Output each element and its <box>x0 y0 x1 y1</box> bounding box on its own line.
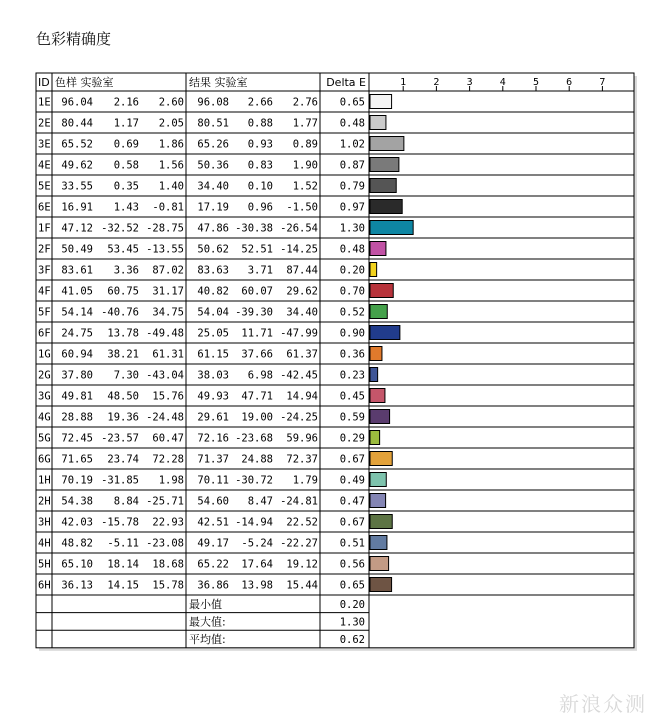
result-lab-value: 11.71 <box>241 327 273 340</box>
result-lab-value: 0.10 <box>247 180 273 193</box>
row-id: 6E <box>38 201 51 214</box>
result-lab-value: 17.19 <box>197 201 229 214</box>
sample-lab-value: 83.61 <box>61 264 93 277</box>
sample-lab-value: 1.98 <box>158 474 184 487</box>
row-id: 6G <box>38 453 51 466</box>
sample-lab-value: 1.56 <box>158 159 184 172</box>
delta-e-value: 0.67 <box>339 453 365 466</box>
sample-lab-value: 31.17 <box>152 285 184 298</box>
result-lab-value: 47.71 <box>241 390 273 403</box>
delta-e-bar <box>370 305 387 319</box>
delta-e-value: 0.90 <box>339 327 365 340</box>
sample-lab-value: 54.38 <box>61 495 93 508</box>
sample-lab-value: 37.80 <box>61 369 93 382</box>
result-lab-value: 61.37 <box>286 348 318 361</box>
header-delta-e: Delta E <box>326 76 366 89</box>
sample-lab-value: 50.49 <box>61 243 93 256</box>
result-lab-value: 71.37 <box>197 453 229 466</box>
sample-lab-value: -32.52 <box>101 222 139 235</box>
sample-lab-value: -23.57 <box>101 432 139 445</box>
result-lab-value: 70.11 <box>197 474 229 487</box>
row-id: 4H <box>38 537 51 550</box>
result-lab-value: -24.25 <box>280 411 318 424</box>
sample-lab-value: -25.71 <box>146 495 184 508</box>
row-id: 4F <box>38 285 51 298</box>
sample-lab-value: 60.75 <box>107 285 139 298</box>
delta-e-value: 0.29 <box>339 432 365 445</box>
row-id: 6F <box>38 327 51 340</box>
delta-e-bar <box>370 452 392 466</box>
summary-label: 最大值: <box>189 615 226 629</box>
result-lab-value: 61.15 <box>197 348 229 361</box>
result-lab-value: 34.40 <box>197 180 229 193</box>
delta-e-bar <box>370 179 396 193</box>
result-lab-value: 50.36 <box>197 159 229 172</box>
sample-lab-value: 70.19 <box>61 474 93 487</box>
result-lab-value: -26.54 <box>280 222 318 235</box>
result-lab-value: 17.64 <box>241 558 273 571</box>
x-tick-label: 2 <box>433 77 440 88</box>
sample-lab-value: 28.88 <box>61 411 93 424</box>
sample-lab-value: -13.55 <box>146 243 184 256</box>
delta-e-value: 0.70 <box>339 285 365 298</box>
sample-lab-value: 65.52 <box>61 138 93 151</box>
row-id: 5H <box>38 558 51 571</box>
summary-value: 1.30 <box>339 616 365 629</box>
result-lab-value: 65.22 <box>197 558 229 571</box>
sample-lab-value: 23.74 <box>107 453 139 466</box>
delta-e-value: 0.52 <box>339 306 365 319</box>
result-lab-value: -47.99 <box>280 327 318 340</box>
header-sample: 色样 实验室 <box>55 76 114 89</box>
delta-e-bar <box>370 578 392 592</box>
delta-e-value: 0.20 <box>339 264 365 277</box>
sample-lab-value: 48.50 <box>107 390 139 403</box>
summary-value: 0.62 <box>339 634 365 647</box>
result-lab-value: 25.05 <box>197 327 229 340</box>
delta-e-value: 0.65 <box>339 579 365 592</box>
result-lab-value: 42.51 <box>197 516 229 529</box>
watermark: 新浪众测 <box>559 692 647 716</box>
sample-lab-value: 72.45 <box>61 432 93 445</box>
delta-e-bar <box>370 389 385 403</box>
row-id: 2H <box>38 495 51 508</box>
delta-e-bar <box>370 347 382 361</box>
result-lab-value: -23.68 <box>235 432 273 445</box>
delta-e-bar <box>370 368 378 382</box>
sample-lab-value: -5.11 <box>107 537 139 550</box>
row-id: 1E <box>38 96 51 109</box>
result-lab-value: 72.16 <box>197 432 229 445</box>
result-lab-value: 80.51 <box>197 117 229 130</box>
delta-e-value: 0.51 <box>339 537 365 550</box>
sample-lab-value: 18.14 <box>107 558 139 571</box>
sample-lab-value: 19.36 <box>107 411 139 424</box>
result-lab-value: 0.83 <box>247 159 273 172</box>
result-lab-value: 1.79 <box>292 474 318 487</box>
result-lab-value: 87.44 <box>286 264 318 277</box>
delta-e-bar <box>370 494 386 508</box>
sample-lab-value: 38.21 <box>107 348 139 361</box>
result-lab-value: 72.37 <box>286 453 318 466</box>
delta-e-value: 0.49 <box>339 474 365 487</box>
row-id: 1H <box>38 474 51 487</box>
delta-e-value: 0.87 <box>339 159 365 172</box>
sample-lab-value: 22.93 <box>152 516 184 529</box>
row-id: 2E <box>38 117 51 130</box>
row-id: 3G <box>38 390 51 403</box>
row-id: 3F <box>38 264 51 277</box>
sample-lab-value: 1.17 <box>113 117 139 130</box>
row-id: 2G <box>38 369 51 382</box>
delta-e-value: 0.45 <box>339 390 365 403</box>
sample-lab-value: -43.04 <box>146 369 184 382</box>
sample-lab-value: 80.44 <box>61 117 93 130</box>
sample-lab-value: 72.28 <box>152 453 184 466</box>
summary-label: 平均值: <box>189 633 226 647</box>
sample-lab-value: 42.03 <box>61 516 93 529</box>
sample-lab-value: 2.16 <box>113 96 139 109</box>
row-id: 4G <box>38 411 51 424</box>
result-lab-value: 36.86 <box>197 579 229 592</box>
sample-lab-value: 49.62 <box>61 159 93 172</box>
sample-lab-value: 54.14 <box>61 306 93 319</box>
sample-lab-value: 1.40 <box>158 180 184 193</box>
sample-lab-value: 2.60 <box>158 96 184 109</box>
result-lab-value: 15.44 <box>286 579 318 592</box>
delta-e-bar <box>370 158 399 172</box>
x-tick-label: 3 <box>466 77 473 88</box>
x-tick-label: 5 <box>532 77 540 88</box>
result-lab-value: 65.26 <box>197 138 229 151</box>
result-lab-value: 52.51 <box>241 243 273 256</box>
summary-label: 最小值 <box>189 598 222 611</box>
result-lab-value: 0.88 <box>247 117 273 130</box>
result-lab-value: 54.04 <box>197 306 229 319</box>
result-lab-value: 22.52 <box>286 516 318 529</box>
delta-e-bar <box>370 221 413 235</box>
delta-e-bar <box>370 557 389 571</box>
result-lab-value: 13.98 <box>241 579 273 592</box>
result-lab-value: 8.47 <box>247 495 273 508</box>
result-lab-value: 54.60 <box>197 495 229 508</box>
row-id: 5E <box>38 180 51 193</box>
result-lab-value: 37.66 <box>241 348 273 361</box>
result-lab-value: 2.76 <box>292 96 318 109</box>
delta-e-bar <box>370 263 377 277</box>
delta-e-value: 0.59 <box>339 411 365 424</box>
delta-e-bar <box>370 200 402 214</box>
delta-e-value: 0.67 <box>339 516 365 529</box>
sample-lab-value: 34.75 <box>152 306 184 319</box>
sample-lab-value: 7.30 <box>113 369 139 382</box>
delta-e-value: 0.48 <box>339 243 365 256</box>
delta-e-value: 0.56 <box>339 558 365 571</box>
sample-lab-value: 61.31 <box>152 348 184 361</box>
sample-lab-value: -15.78 <box>101 516 139 529</box>
result-lab-value: -42.45 <box>280 369 318 382</box>
result-lab-value: 1.77 <box>292 117 318 130</box>
result-lab-value: -30.72 <box>235 474 273 487</box>
sample-lab-value: 71.65 <box>61 453 93 466</box>
sample-lab-value: 41.05 <box>61 285 93 298</box>
sample-lab-value: 2.05 <box>158 117 184 130</box>
result-lab-value: -1.50 <box>286 201 318 214</box>
result-lab-value: 50.62 <box>197 243 229 256</box>
sample-lab-value: 60.47 <box>152 432 184 445</box>
sample-lab-value: -28.75 <box>146 222 184 235</box>
row-id: 5G <box>38 432 51 445</box>
sample-lab-value: -40.76 <box>101 306 139 319</box>
result-lab-value: 59.96 <box>286 432 318 445</box>
delta-e-bar <box>370 326 400 340</box>
delta-e-bar <box>370 431 380 445</box>
delta-e-bar <box>370 410 390 424</box>
sample-lab-value: 47.12 <box>61 222 93 235</box>
result-lab-value: 49.93 <box>197 390 229 403</box>
sample-lab-value: 65.10 <box>61 558 93 571</box>
sample-lab-value: 3.36 <box>113 264 139 277</box>
result-lab-value: 49.17 <box>197 537 229 550</box>
sample-lab-value: 49.81 <box>61 390 93 403</box>
result-lab-value: 0.89 <box>292 138 318 151</box>
result-lab-value: -22.27 <box>280 537 318 550</box>
x-tick-label: 7 <box>599 77 606 88</box>
result-lab-value: 0.93 <box>247 138 273 151</box>
x-tick-label: 1 <box>400 77 407 88</box>
header-result: 结果 实验室 <box>189 76 248 89</box>
result-lab-value: 29.61 <box>197 411 229 424</box>
summary-value: 0.20 <box>339 599 365 611</box>
result-lab-value: 19.12 <box>286 558 318 571</box>
delta-e-value: 0.65 <box>339 96 365 109</box>
x-tick-label: 4 <box>499 77 506 88</box>
delta-e-value: 0.36 <box>339 348 365 361</box>
sample-lab-value: 53.45 <box>107 243 139 256</box>
row-id: 5F <box>38 306 51 319</box>
delta-e-value: 0.97 <box>339 201 365 214</box>
sample-lab-value: 18.68 <box>152 558 184 571</box>
sample-lab-value: -23.08 <box>146 537 184 550</box>
result-lab-value: 14.94 <box>286 390 318 403</box>
row-id: 3E <box>38 138 51 151</box>
sample-lab-value: 33.55 <box>61 180 93 193</box>
delta-e-value: 0.48 <box>339 117 365 130</box>
sample-lab-value: -24.48 <box>146 411 184 424</box>
sample-lab-value: 48.82 <box>61 537 93 550</box>
result-lab-value: 40.82 <box>197 285 229 298</box>
delta-e-bar <box>370 95 392 109</box>
delta-e-bar <box>370 515 392 529</box>
sample-lab-value: 0.58 <box>113 159 139 172</box>
result-lab-value: 3.71 <box>247 264 273 277</box>
sample-lab-value: 8.84 <box>113 495 139 508</box>
result-lab-value: 83.63 <box>197 264 229 277</box>
result-lab-value: 47.86 <box>197 222 229 235</box>
delta-e-bar <box>370 536 387 550</box>
sample-lab-value: -49.48 <box>146 327 184 340</box>
result-lab-value: 1.90 <box>292 159 318 172</box>
row-id: 1F <box>38 222 51 235</box>
delta-e-bar <box>370 284 393 298</box>
delta-e-value: 1.30 <box>339 222 365 235</box>
sample-lab-value: 13.78 <box>107 327 139 340</box>
result-lab-value: 0.96 <box>247 201 273 214</box>
sample-lab-value: 96.04 <box>61 96 93 109</box>
delta-e-value: 0.23 <box>339 369 365 382</box>
row-id: 4E <box>38 159 51 172</box>
result-lab-value: -24.81 <box>280 495 318 508</box>
result-lab-value: -39.30 <box>235 306 273 319</box>
sample-lab-value: 14.15 <box>107 579 139 592</box>
row-id: 2F <box>38 243 51 256</box>
delta-e-bar <box>370 137 404 151</box>
result-lab-value: 1.52 <box>292 180 318 193</box>
result-lab-value: 29.62 <box>286 285 318 298</box>
delta-e-bar <box>370 116 386 130</box>
delta-e-value: 1.02 <box>339 138 365 151</box>
sample-lab-value: 1.43 <box>113 201 139 214</box>
sample-lab-value: 1.86 <box>158 138 184 151</box>
result-lab-value: 24.88 <box>241 453 273 466</box>
result-lab-value: 6.98 <box>247 369 273 382</box>
result-lab-value: 60.07 <box>241 285 273 298</box>
header-id: ID <box>38 76 50 89</box>
result-lab-value: -14.94 <box>235 516 273 529</box>
sample-lab-value: -31.85 <box>101 474 139 487</box>
sample-lab-value: 0.69 <box>113 138 139 151</box>
sample-lab-value: 15.78 <box>152 579 184 592</box>
sample-lab-value: 36.13 <box>61 579 93 592</box>
sample-lab-value: 87.02 <box>152 264 184 277</box>
x-tick-label: 6 <box>566 77 573 88</box>
sample-lab-value: 15.76 <box>152 390 184 403</box>
delta-e-value: 0.79 <box>339 180 365 193</box>
result-lab-value: -14.25 <box>280 243 318 256</box>
delta-e-bar <box>370 242 386 256</box>
result-lab-value: -30.38 <box>235 222 273 235</box>
delta-e-value: 0.47 <box>339 495 365 508</box>
sample-lab-value: 0.35 <box>113 180 139 193</box>
result-lab-value: 96.08 <box>197 96 229 109</box>
delta-e-bar <box>370 473 386 487</box>
row-id: 3H <box>38 516 51 529</box>
sample-lab-value: 16.91 <box>61 201 93 214</box>
page-title: 色彩精确度 <box>36 30 112 48</box>
sample-lab-value: 24.75 <box>61 327 93 340</box>
result-lab-value: 2.66 <box>247 96 273 109</box>
result-lab-value: -5.24 <box>241 537 273 550</box>
sample-lab-value: -0.81 <box>152 201 184 214</box>
result-lab-value: 34.40 <box>286 306 318 319</box>
sample-lab-value: 60.94 <box>61 348 93 361</box>
row-id: 1G <box>38 348 51 361</box>
result-lab-value: 19.00 <box>241 411 273 424</box>
result-lab-value: 38.03 <box>197 369 229 382</box>
row-id: 6H <box>38 579 51 592</box>
